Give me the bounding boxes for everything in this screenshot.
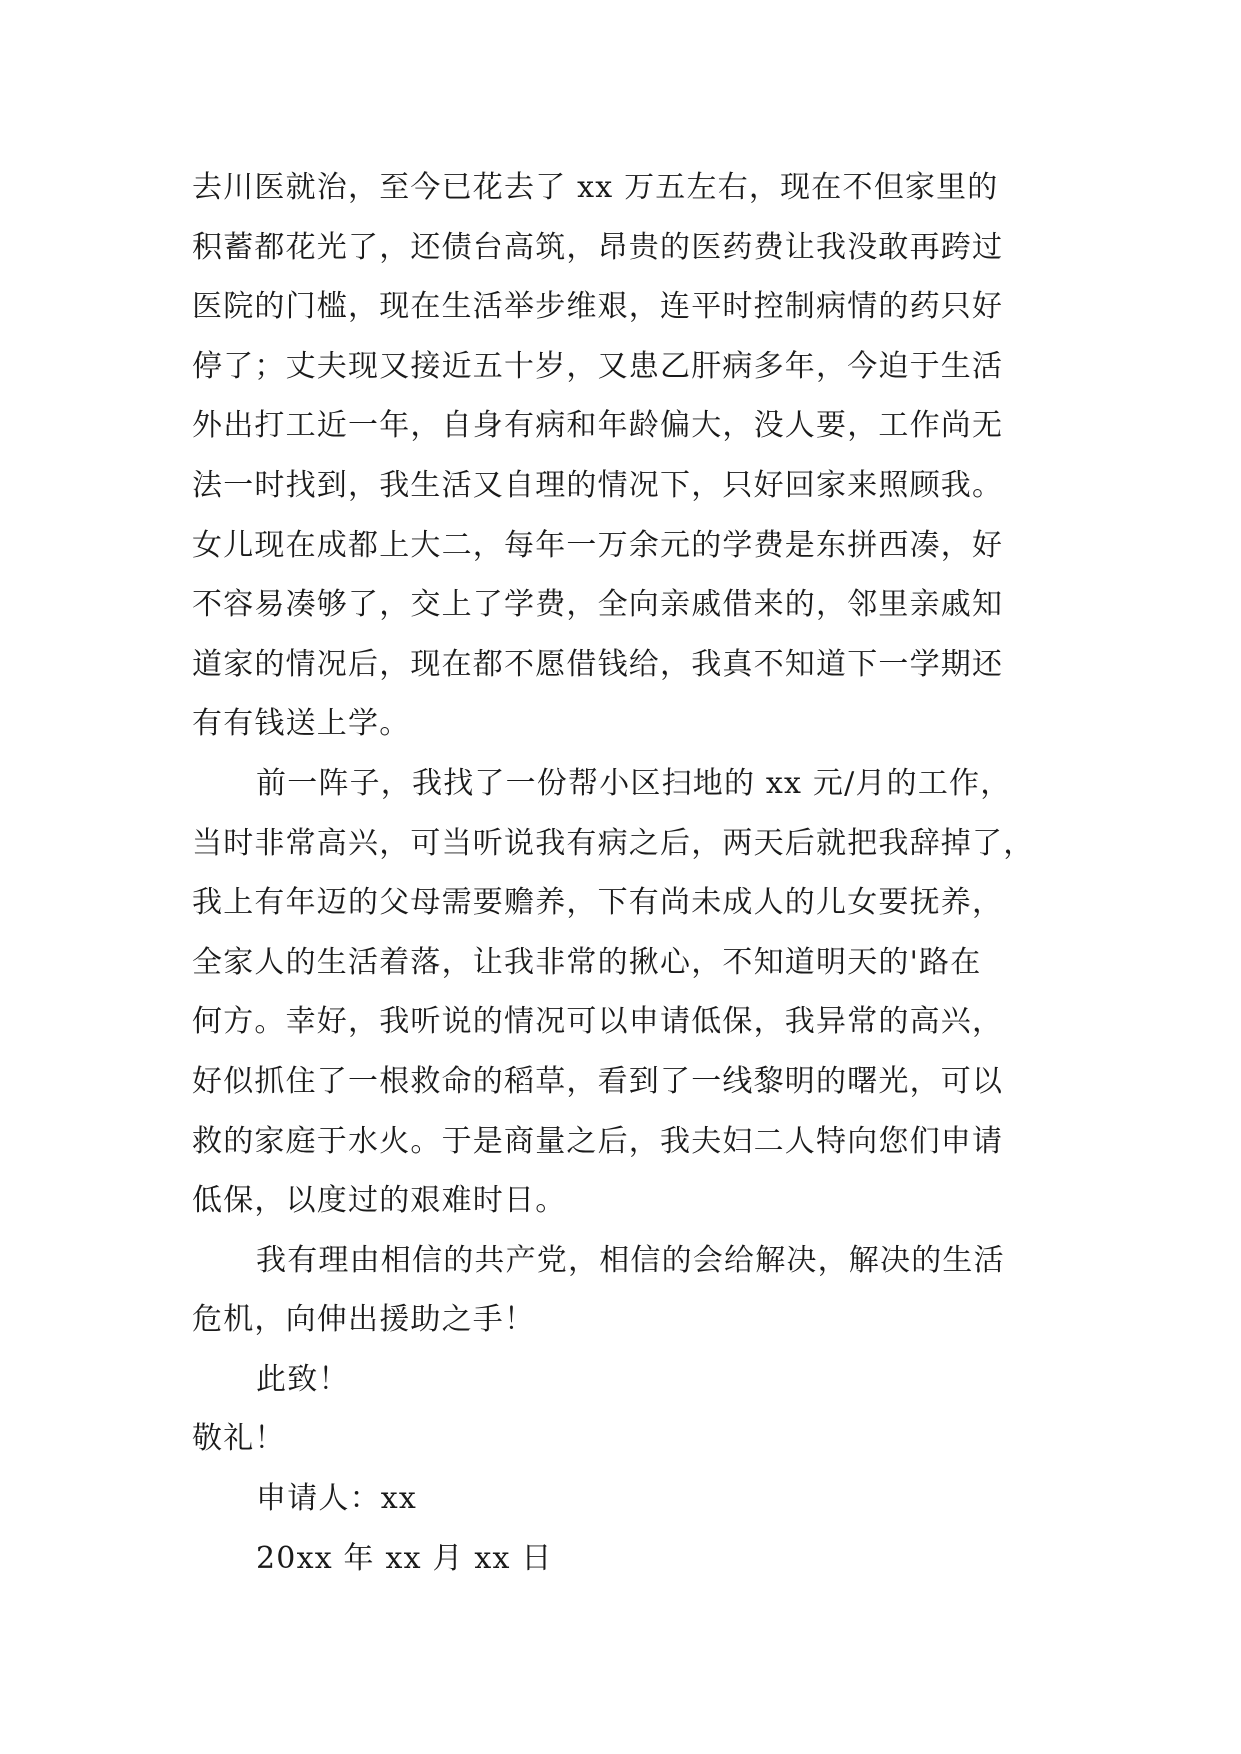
- body-line: 道家的情况后，现在都不愿借钱给，我真不知道下一学期还: [192, 646, 1004, 682]
- body-line: 不容易凑够了，交上了学费，全向亲戚借来的，邻里亲戚知: [192, 587, 1004, 623]
- body-line: 医院的门槛，现在生活举步维艰，连平时控制病情的药只好: [192, 289, 1004, 325]
- body-line: 外出打工近一年，自身有病和年龄偏大，没人要，工作尚无: [192, 408, 1004, 444]
- body-line: 救的家庭于水火。于是商量之后，我夫妇二人特向您们申请: [192, 1123, 1004, 1159]
- body-line: 全家人的生活着落，让我非常的揪心，不知道明天的'路在: [192, 944, 982, 980]
- body-line: 前一阵子，我找了一份帮小区扫地的 xx 元/月的工作，: [256, 765, 1012, 801]
- body-line: 女儿现在成都上大二，每年一万余元的学费是东拼西凑，好: [192, 527, 1004, 563]
- body-line: 好似抓住了一根救命的稻草，看到了一线黎明的曙光，可以: [192, 1063, 1004, 1099]
- body-line: 法一时找到，我生活又自理的情况下，只好回家来照顾我。: [192, 467, 1004, 503]
- closing-greeting: 此致！: [256, 1361, 350, 1397]
- body-line: 危机，向伸出援助之手！: [192, 1302, 536, 1338]
- body-line: 有有钱送上学。: [192, 706, 411, 742]
- body-line: 停了；丈夫现又接近五十岁，又患乙肝病多年，今迫于生活: [192, 348, 1004, 384]
- body-line: 当时非常高兴，可当听说我有病之后，两天后就把我辞掉了，: [192, 825, 1035, 861]
- letter-date: 20xx 年 xx 月 xx 日: [256, 1540, 553, 1576]
- body-line: 何方。幸好，我听说的情况可以申请低保，我异常的高兴，: [192, 1004, 1004, 1040]
- applicant-signature: 申请人：xx: [256, 1481, 418, 1517]
- body-line: 我有理由相信的共产党，相信的会给解决，解决的生活: [256, 1242, 1005, 1278]
- body-line: 我上有年迈的父母需要赡养，下有尚未成人的儿女要抚养，: [192, 885, 1004, 921]
- body-line: 积蓄都花光了，还债台高筑，昂贵的医药费让我没敢再跨过: [192, 229, 1004, 265]
- body-line: 去川医就治，至今已花去了 xx 万五左右，现在不但家里的: [192, 170, 999, 205]
- letter-body: [192, 158, 1072, 1588]
- body-line: 低保，以度过的艰难时日。: [192, 1183, 567, 1219]
- closing-salute: 敬礼！: [192, 1421, 286, 1457]
